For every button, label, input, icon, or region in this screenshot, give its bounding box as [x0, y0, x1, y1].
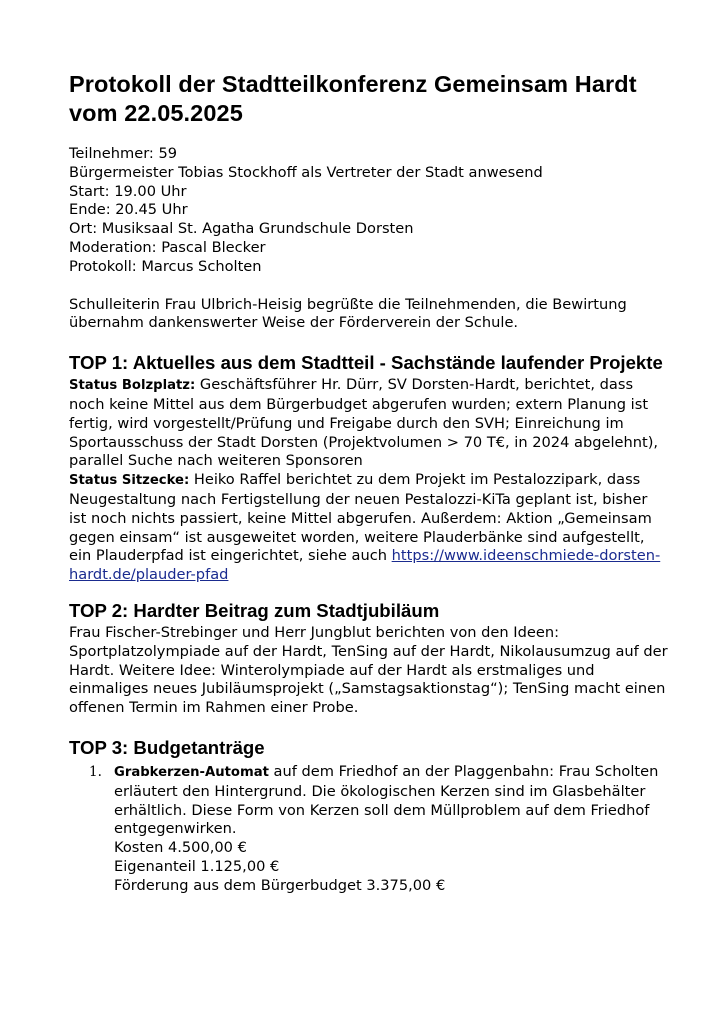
- own-share-line: Eigenanteil 1.125,00 €: [114, 857, 280, 875]
- top1-sitzecke-paragraph: [69, 471, 669, 585]
- cost-line: Kosten 4.500,00 €: [114, 839, 247, 857]
- grabkerzen-label: Grabkerzen-Automat: [114, 764, 269, 780]
- funding-line: Förderung aus dem Bürgerbudget 3.375,00 €: [114, 876, 446, 894]
- grabkerzen-text: auf dem Friedhof an der Plaggenbahn: Frau Scholten erläutert den Hintergrund. Die ökologischen Kerzen sind im Glasbehälter erhältlich. Diese Form von Kerzen soll dem Müllproblem auf dem Friedhof entgegenwirken.: [114, 762, 659, 838]
- meta-end: Ende: 20.45 Uhr: [69, 201, 188, 219]
- bolzplatz-text: Geschäftsführer Hr. Dürr, SV Dorsten-Hardt, berichtet, dass noch keine Mittel aus dem Bürgerbudget abgerufen wurden; extern Planung ist fertig, wird vorgestellt/Prüfung und Freigabe durch den SVH; Einreichung im Sportausschuss der Stadt Dorsten (Projektvolumen > 70 T€, in 2024 abgelehnt), parallel Suche nach weiteren Sponsoren: [69, 376, 659, 470]
- sitzecke-label: Status Sitzecke:: [69, 473, 190, 489]
- document-page: [69, 70, 669, 896]
- top2-heading: TOP 2: Hardter Beitrag zum Stadtjubiläum: [69, 599, 440, 621]
- document-title: Protokoll der Stadtteilkonferenz Gemeinsam Hardt vom 22.05.2025: [69, 71, 637, 126]
- meta-mayor: Bürgermeister Tobias Stockhoff als Vertreter der Stadt anwesend: [69, 163, 543, 181]
- meta-participants: Teilnehmer: 59: [69, 145, 178, 162]
- top1-heading: TOP 1: Aktuelles aus dem Stadtteil - Sachstände laufender Projekte: [69, 352, 663, 374]
- meta-minutes-taker: Protokoll: Marcus Scholten: [69, 257, 262, 275]
- top3-heading: TOP 3: Budgetanträge: [69, 736, 265, 758]
- meta-start: Start: 19.00 Uhr: [69, 182, 187, 200]
- plauderpfad-link[interactable]: https://www.ideenschmiede-dorsten-hardt.de/plauder-pfad: [69, 547, 661, 584]
- meeting-details: [69, 145, 669, 277]
- list-item-number: 1.: [89, 763, 102, 780]
- meta-moderation: Moderation: Pascal Blecker: [69, 238, 266, 256]
- intro-paragraph: Schulleiterin Frau Ulbrich-Heisig begrüßte die Teilnehmenden, die Bewirtung übernahm dankenswerter Weise der Förderverein der Schule.: [69, 295, 627, 332]
- top2-paragraph: Frau Fischer-Strebinger und Herr Jungblut berichten von den Ideen: Sportplatzolympiade auf der Hardt, TenSing auf der Hardt, Nikolausumzug auf der Hardt. Weitere Idee: Winterolympiade auf der Hardt als erstmaliges und einmaliges neues Jubiläumsprojekt („Samstagsaktionstag“); TenSing macht einen offenen Termin im Rahmen einer Probe.: [69, 623, 668, 717]
- meta-location: Ort: Musiksaal St. Agatha Grundschule Dorsten: [69, 220, 414, 238]
- top1-bolzplatz-paragraph: [69, 376, 669, 471]
- list-item: [69, 763, 669, 896]
- sitzecke-text: Heiko Raffel berichtet zu dem Projekt im Pestalozzipark, dass Neugestaltung nach Fertigstellung der neuen Pestalozzi-KiTa geplant ist, bisher ist noch nichts passiert, keine Mittel abgerufen. Außerdem: Aktion „Gemeinsam gegen einsam“ ist ausgeweitet worden, weitere Plauderbänke sind aufgestellt, ein Plauderpfad ist eingerichtet, siehe auch: [69, 471, 652, 565]
- bolzplatz-label: Status Bolzplatz:: [69, 378, 196, 394]
- budget-request-list: [69, 763, 669, 896]
